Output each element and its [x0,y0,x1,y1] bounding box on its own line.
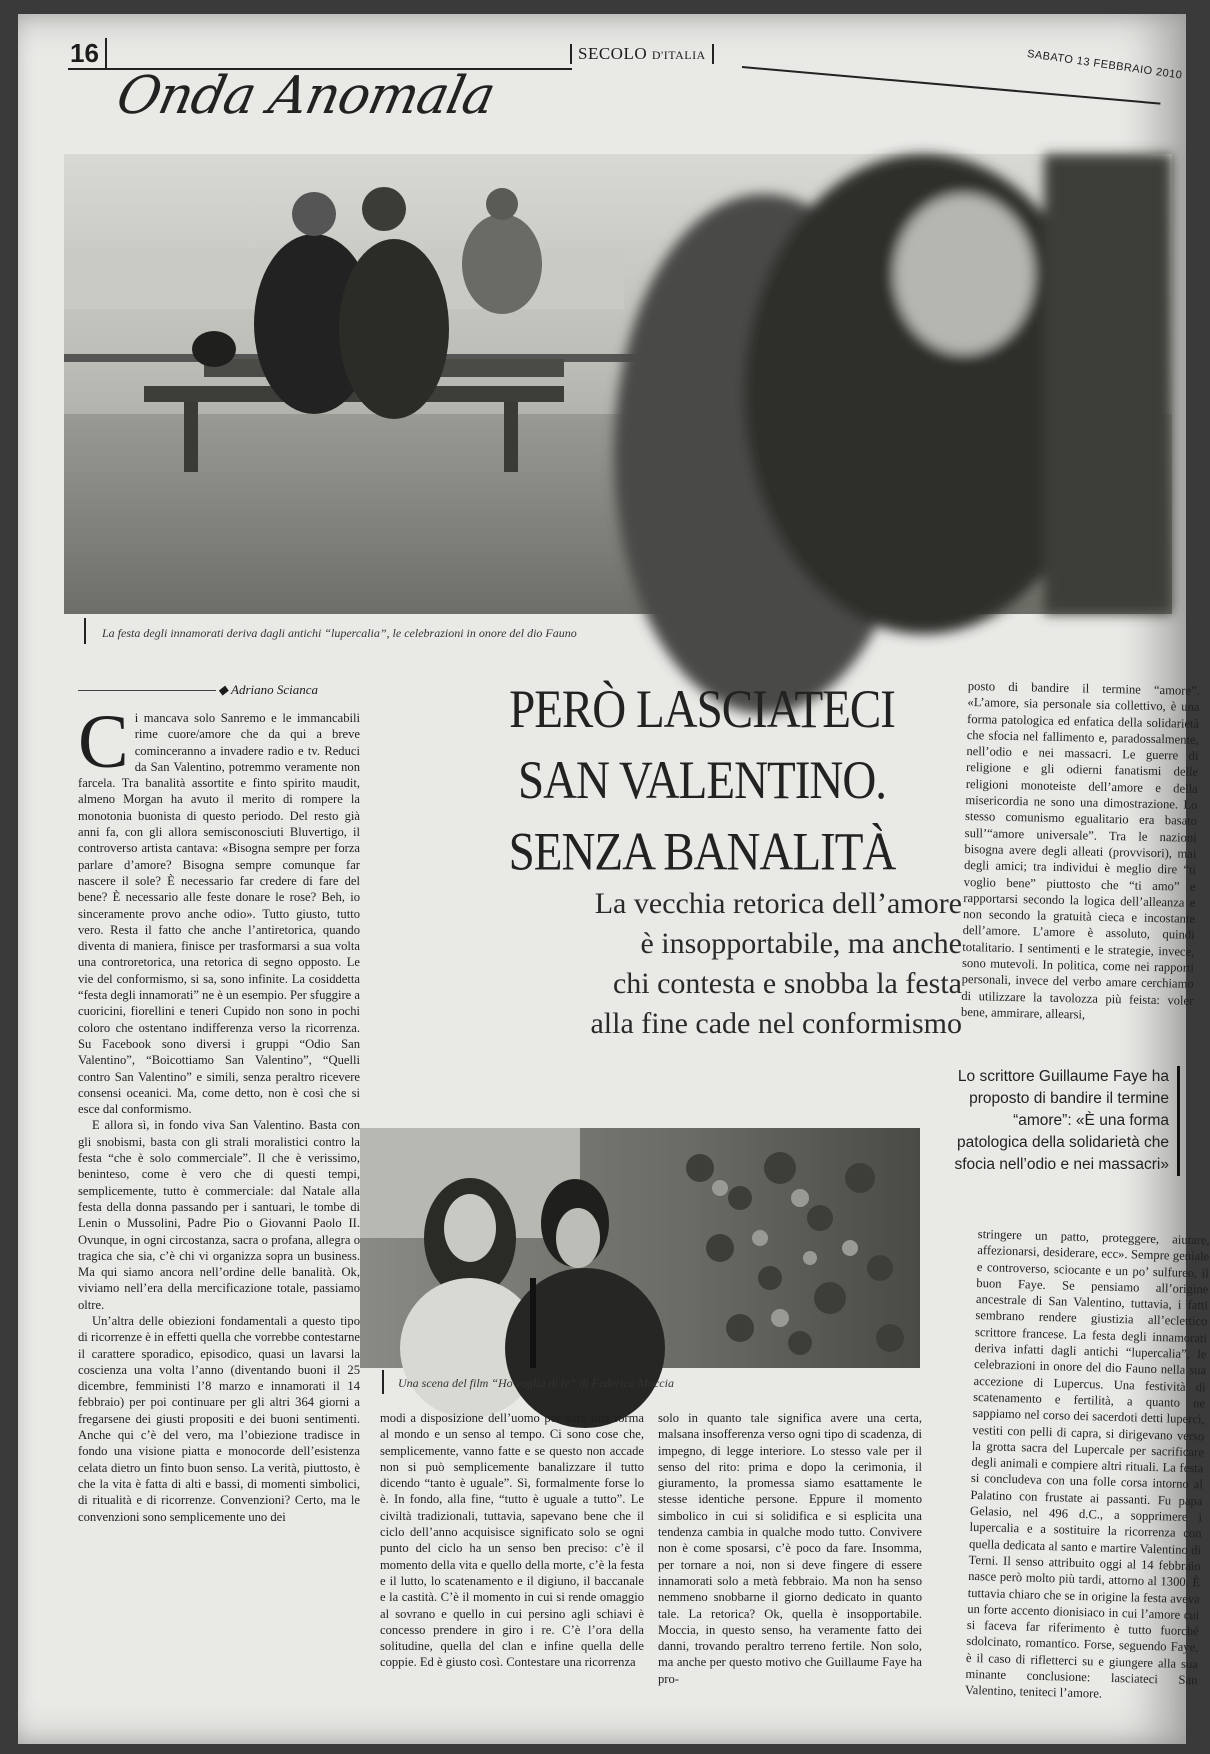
newspaper-page [18,14,1210,1744]
article-column-4-top [960,678,1200,1063]
newspaper-suffix: D'ITALIA [651,48,706,62]
main-photo [64,154,1172,614]
paragraph: Un’altra delle obiezioni fondamentali a questo tipo di ricorrenze è in effetti quella che vorrebbe contestarne il carattere sporadico, episodico, quasi un lavarsi la coscienza una volta l’anno (diventando buoni il 25 dicembre, femministi l’8 marzo e innamorati il 14 febbraio) per poi continuare per gli altri 364 giorni a fregarsene dei giusti propositi e dei buoni sentimenti. Anche qui c’è del vero, ma l’obiezione tradisce in fondo una visione piatta e monocorde dell’esistenza celata dietro un finto buon senso. La verità, piuttosto, è che la vita è fatta di alti e bassi, di momenti simbolici, di ritualità e di ricorrenze. Convenzioni? Certo, ma le convenzioni sono semplicemente uno dei [78,1313,360,1524]
headline-line: PERÒ LASCIATECI [509,679,895,740]
headline-line: SAN VALENTINO. [517,751,887,811]
paragraph: modi a disposizione dell’uomo per dare una forma al mondo e un senso al tempo. Ci sono cose che, semplicemente, vanno fatte e se questo non accade non si può semplicemente banalizzare il tutto dicendo “tanto è uguale”. Sì, formalmente forse lo è. In fondo, alla fine, “tutto è uguale a tutto”. Le civiltà tradizionali, tuttavia, sapevano bene che il ciclo dell’anno acquisisce significato solo se ogni punto del ciclo ha un senso ben preciso: c’è il momento della vita e quello della morte, c’è la festa e il lutto, lo scatenamento e il digiuno, il baccanale e la castità. C’è il momento in cui si rende omaggio al sovrano e quello in cui persino agli schiavi è concesso prendere in giro i re. C’è l’ora della solitudine, quella del clan e infine quella delle coppie. Ed è giusto così. Contestare una ricorrenza [380,1411,644,1670]
subheadline [462,884,962,1044]
article-column-4-bottom [964,1226,1210,1732]
headline [452,674,952,888]
newspaper-name [570,44,714,64]
main-photo-caption: La festa degli innamorati deriva dagli antichi “lupercalia”, le celebrazioni in onore del dio Fauno [102,626,577,640]
section-title: Onda Anomala [111,66,500,126]
article-column-2 [380,1410,644,1730]
page-number: 16 [70,38,107,69]
paragraph: stringere un patto, proteggere, aiutare, affezionarsi, desiderare, ecc». Sempre geniale e controverso, sciocante e un po’ sulfureo, il buon Faye. Se pensiamo all’origine ancestrale di San Valentino, tuttavia, i fatti sembrano rendere giustizia all’eclettico scrittore francese. La festa degli innamorati deriva infatti dagli antichi “lupercalia”, le celebrazioni in onore del dio Fauno nella sua accezione di Lupercus. Una festività di scatenamento e fertilità, a quanto ne sappiamo nel corso dei sacerdoti detti luperci, vestiti con pelli di capra, si dirigevano verso la grotta sacra del Lupercale per sacrificare degli animali e compiere altri rituali. La festa si concludeva con una folle corsa intorno al Palatino con frustate ai passanti. Fu papa Gelasio, nel 496 d.C., a sopprimere i lupercalia e a sostituire la ricorrenza con quella dedicata al santo e martire Valentino di Terni. Il senso attribuito oggi al 14 febbraio nasce però molto più tardi, attorno al 1300. È tuttavia chiaro che se in origine la festa aveva un forte accento dionisiaco in cui l’amore cui si faceva far riferimento è tutto fuorché sdolcinato, romantico. Forse, seguendo Faye, è il caso di rifletterci su e giungere alla sua minante conclusione: lasciateci San Valentino, teniteci l’amore. [964,1226,1210,1701]
deck-line: chi contesta e snobba la festa [612,967,962,1000]
deck-line: alla fine cade nel conformismo [590,1007,962,1040]
byline-rule [78,690,216,691]
header-rule-right [742,66,1161,105]
deck-line: è insopportabile, ma anche [640,927,962,960]
paragraph: i mancava solo Sanremo e le immancabili rime cuore/amore che da qui a breve cominceranno a invadere radio e tv. Reduci da San Valentino, potremmo veramente non farcela. Tra banalità assortite e finto spirito maudit, almeno Morgan ha avuto il merito di rompere la monotonia buonista di questo periodo. Del resto già anni fa, con gli allora semisconosciuti Bluvertigo, il controverso artista cantava: «Bisogna sempre per forza parlare d’amore? Bisogna sempre comunque far nascere il sole? È necessario far credere di fare del bene? È necessario alle feste donare le rose? Beh, io sinceramente provo anche odio». Tutto giusto, tutto vero. Resta il fatto che anche l’antiretorica, quando diventa di maniera, finisce per trasformarsi a sua volta una controretorica, una retorica di segno opposto. Le vie del conformismo, si sa, sono infinite. La cosiddetta “festa degli innamorati” ne è un esempio. Per sfuggire a cuoricini, fiorellini e teneri Cupido non sono in pochi coloro che ostentano indifferenza verso la ricorrenza. Su Facebook sono diversi i gruppi “Odio San Valentino”, “Boicottiamo San Valentino”, “Quelli contro San Valentino” e simili, senza peraltro ricevere consensi oceanici. Ma, come detto, non è così che si esce dal conformismo. [78,711,360,1117]
paragraph: solo in quanto tale significa avere una certa, malsana insofferenza verso ogni tipo di scadenza, di impegno, di legge interiore. Lo stesso vale per il senso del rito: prima e dopo la cerimonia, il giuramento, la promessa siamo esattamente le stesse identiche persone. Eppure il momento simbolico in cui si solidifica e si esplicita una tendenza cambia in qualche modo tutto. Convivere non è come sposarsi, c’è poco da fare. Insomma, per tornare a noi, non si deve fingere di essere innamorati solo a metà febbraio. Ma non ha senso nemmeno snobbarne il giorno dedicato in quanto tale. La retorica? Ok, quella è insopportabile. Moccia, in questo senso, ha veramente fatto dei danni, trovando peraltro terreno fertile. Non solo, ma anche per questo motivo che Guillaume Faye ha pro- [658,1411,922,1686]
article-column-1 [78,700,360,1730]
article-column-3 [658,1410,922,1730]
newspaper-title: SECOLO [578,44,648,63]
pull-quote: Lo scrittore Guillaume Faye ha proposto di bandire il termine “amore”: «È una forma patologica della solidarietà che sfocia nell’odio e nei massacri» [948,1066,1180,1176]
paragraph: posto di bandire il termine “amore”. «L’amore, sia personale sia collettivo, è una forma patologica ed enfatica della solidarietà che sfocia nel fallimento e, paradossalmente, nell’odio e nei massacri. Le guerre di religione e gli odierni fanatismi delle religioni monoteiste dell’amore e della misericordia ne sono una dimostrazione. Lo stesso comunismo egualitario era basato sull’“amore universale”. Tra le nazioni bisogna avere degli alleati (provvisori), mai degli amici; tra individui è meglio dire “ti voglio bene” piuttosto che “ti amo” e rapportarsi secondo la logica dell’alleanza e non secondo la gratuità cieca e incostante dell’amore. L’amore è assoluto, quindi totalitario. I sentimenti e le strategie, invece, sono mutevoli. In politica, come nei rapporti personali, invece del verbo amare cerchiamo di utilizzare la tavolozza più feista: voler bene, ammirare, allearsi, [960,678,1200,1022]
film-photo-caption: Una scena del film “Ho voglia di te” di Federico Moccia [398,1376,674,1390]
dropcap: C [78,700,129,784]
issue-date: SABATO 13 FEBBRAIO 2010 [1026,48,1184,82]
caption-marker [382,1370,384,1394]
paragraph: E allora sì, in fondo viva San Valentino. Basta con gli snobismi, basta con gli strali moralistici contro la festa “che è solo commerciale”. Il che è verissimo, beninteso, come è vero che di questi tempi, semplicemente, tutto è commerciale: dal Natale alla festa della donna passando per i santuari, le tombe di Lenin o Mussolini, Padre Pio o Giovanni Paolo II. Ovunque, in ogni circostanza, sacra o profana, allegra o tragica che sia, c’è chi vi organizza sopra un business. Ma qui siamo ancora nell’ordine delle banalità. Ok, viviamo nell’era della mercificazione totale, passiamo oltre. [78,1118,360,1312]
deck-line: La vecchia retorica dell’amore [594,887,962,920]
caption-marker [84,618,86,644]
headline-line: SENZA BANALITÀ [508,822,896,883]
byline: ◆ Adriano Scianca [218,682,319,697]
film-photo [360,1128,920,1368]
